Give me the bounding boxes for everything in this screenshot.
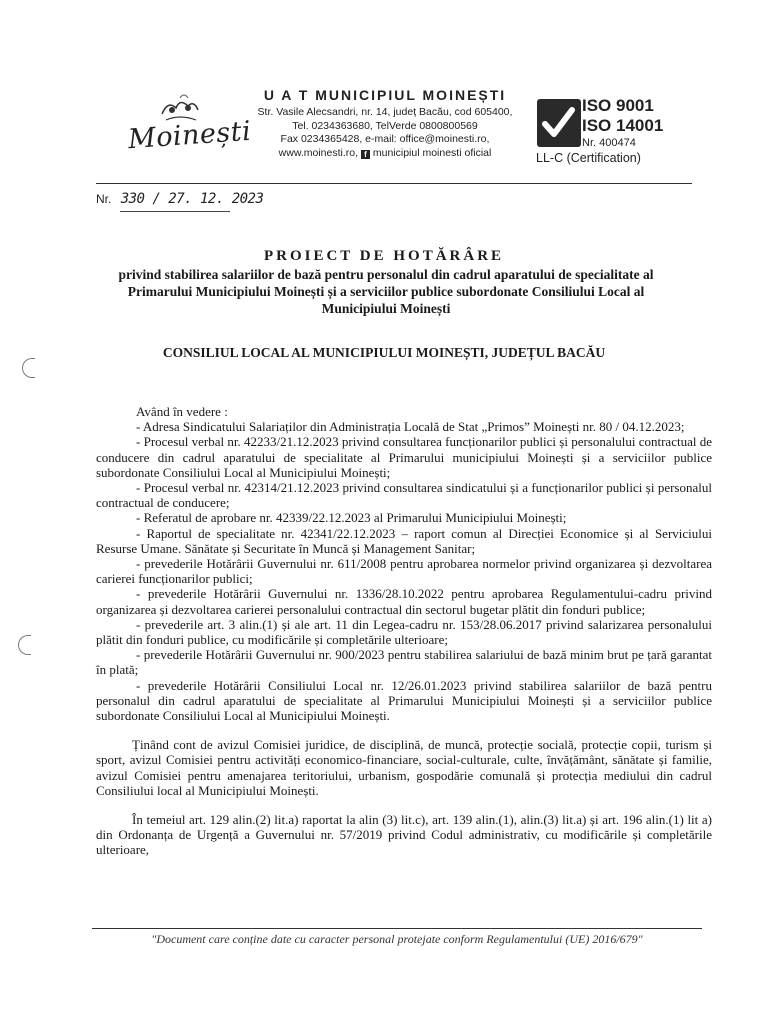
considerent-item: - prevederile art. 3 alin.(1) și ale art. 11 din Legea-cadru nr. 153/28.06.2017 privind salarizarea personalului plătit din fonduri publice, cu modificările și completările ulterioare; <box>96 616 712 648</box>
org-title: U A T MUNICIPIUL MOINEȘTI <box>263 87 507 103</box>
municipality-logo <box>122 90 253 162</box>
registration-underline <box>120 211 230 212</box>
cert-body: LL-C (Certification) <box>536 151 641 165</box>
document-subtitle: privind stabilirea salariilor de bază pentru personalul din cadrul aparatului de specialitate al Primarului Municipiului Moinești și a serviciilor publice subordonate Consiliului Local al Municipiului Moinești <box>118 267 654 316</box>
iso-14001: ISO 14001 <box>582 116 664 135</box>
considerent-item: - prevederile Hotărârii Guvernului nr. 611/2008 pentru aprobarea normelor privind organizarea și dezvoltarea carierei funcționarilor publici; <box>96 556 712 587</box>
certification-check-icon <box>536 98 582 148</box>
facebook-icon: f <box>361 150 370 159</box>
scan-mark <box>22 358 35 378</box>
registration-number <box>96 191 263 207</box>
document-title: PROIECT DE HOTĂRÂRE <box>263 248 505 264</box>
logo-wordmark: Moinești <box>127 115 253 156</box>
header-divider <box>96 183 692 184</box>
iso-certification <box>532 96 682 168</box>
iso-9001: ISO 9001 <box>582 96 654 115</box>
org-web-line <box>238 147 532 161</box>
considerent-item: - prevederile Hotărârii Guvernului nr. 900/2023 pentru stabilirea salariului de bază minim brut pe țară garantat în plată; <box>96 647 712 678</box>
org-website: www.moinesti.ro, <box>278 146 359 159</box>
registration-handwritten: 330 / 27. 12. 2023 <box>120 191 264 207</box>
avize-paragraph: Ținând cont de avizul Comisiei juridice, de disciplină, de muncă, protecție socială, protecție copii, turism și sport, avizul Comisiei pentru activități economico-financiare, social-culturale, culte, învățământ, sănătate și familie, avizul Comisiei pentru amenajarea teritoriului, urbanism, gospodărie comunală și protecția mediului din cadrul Consiliului local al Municipiului Moinești. <box>96 737 712 798</box>
org-facebook: municipiul moinesti oficial <box>372 146 492 159</box>
considerent-item: - Adresa Sindicatului Salariaților din Administrația Locală de Stat „Primos” Moinești nr. 80 / 04.12.2023; <box>136 419 685 435</box>
gdpr-footer: "Document care conține date cu caracter personal protejate conform Regulamentului (UE) 2016/679" <box>151 932 643 946</box>
org-fax-email: Fax 0234365428, e-mail: office@moinesti.ro, <box>280 133 490 145</box>
council-heading: CONSILIUL LOCAL AL MUNICIPIULUI MOINEȘTI, JUDEȚUL BACĂU <box>162 345 606 360</box>
considerent-item: - Raportul de specialitate nr. 42341/22.12.2023 – raport comun al Direcției Economice și al Serviciului Resurse Umane. Sănătate și Securitate în Muncă și Management Sanitar; <box>96 525 712 556</box>
footer-divider <box>92 928 702 929</box>
document-body <box>96 404 712 858</box>
cert-number: Nr. 400474 <box>582 137 636 149</box>
considerent-item: - Procesul verbal nr. 42314/21.12.2023 privind consultarea sindicatului și a funcționarilor publici și personalul contractual de conducere; <box>96 480 712 511</box>
org-address: Str. Vasile Alecsandri, nr. 14, județ Bacău, cod 605400, <box>257 106 513 118</box>
registration-label: Nr. <box>96 192 112 206</box>
considerent-item: - Procesul verbal nr. 42233/21.12.2023 privind consultarea funcționarilor publici și personalului contractual de conducere din cadrul aparatului de specialitate al Primarului municipiului Moinești și a serviciilor publice subordonate Consiliului Local al Municipiului Moinești; <box>96 434 712 480</box>
scan-mark <box>18 635 31 655</box>
org-phone: Tel. 0234363680, TelVerde 0800800569 <box>292 119 478 132</box>
considerent-item: - prevederile Hotărârii Guvernului nr. 1336/28.10.2022 pentru aprobarea Regulamentului-cadru privind organizarea și dezvoltarea carierei personalului contractual din sectorul bugetar plătit din fonduri publice; <box>96 586 712 617</box>
considerent-item: - Referatul de aprobare nr. 42339/22.12.2023 al Primarului Municipiului Moinești; <box>136 510 567 526</box>
organization-header <box>238 87 532 160</box>
considerent-item: - prevederile Hotărârii Consiliului Local nr. 12/26.01.2023 privind stabilirea salariilor de bază pentru personalul din cadrul aparatului de specialitate al Primarului Municipiului Moinești și a serviciilor publice subordonate Consiliului Local al Municipiului Moinești. <box>96 677 712 724</box>
temei-paragraph: În temeiul art. 129 alin.(2) lit.a) raportat la alin (3) lit.c), art. 139 alin.(1), alin.(3) lit.a) și art. 196 alin.(1) lit a) din Ordonanța de Urgență a Guvernului nr. 57/2019 privind Codul administrativ, cu modificările și completările ulterioare, <box>96 812 712 858</box>
intro-text: Având în vedere : <box>136 404 228 419</box>
